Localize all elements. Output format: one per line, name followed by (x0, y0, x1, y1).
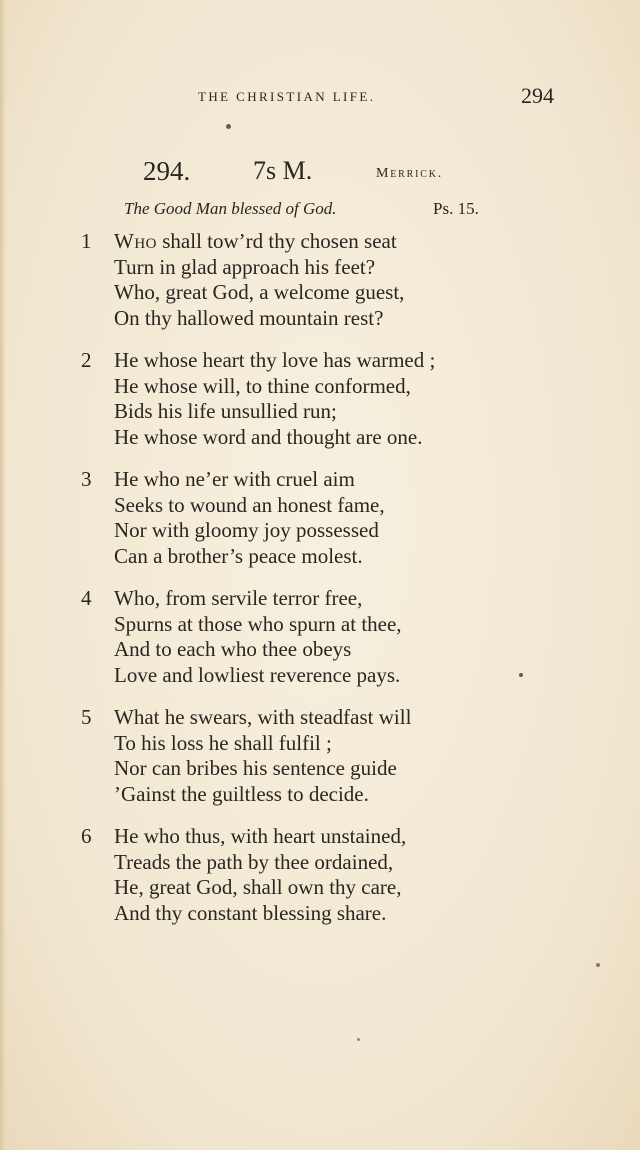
stanza-number: 4 (81, 586, 92, 610)
verse-line (114, 229, 404, 255)
ink-speck (596, 963, 600, 967)
stanza-lines (114, 586, 402, 688)
stanza-number: 3 (81, 467, 92, 491)
hymn-number: 294. (143, 156, 191, 186)
scripture-reference: Ps. 15. (433, 199, 479, 218)
hymn-subtitle: The Good Man blessed of God. (124, 199, 337, 218)
verse-line: And thy constant blessing share. (114, 900, 387, 925)
ink-speck (226, 124, 231, 129)
first-word: Who (114, 229, 157, 253)
stanza-lines (114, 229, 404, 331)
stanza-number: 1 (81, 229, 92, 253)
verse-line: What he swears, with steadfast will (114, 705, 412, 729)
verse-line: Love and lowliest reverence pays. (114, 662, 401, 687)
stanza-number: 2 (81, 348, 92, 372)
verse-line: And to each who thee obeys (114, 637, 352, 661)
verse-line: Bids his life unsullied run; (114, 399, 337, 423)
verse-line: He whose will, to thine conformed, (114, 373, 411, 398)
stanza-number: 6 (81, 824, 92, 848)
verse-line: He who ne’er with cruel aim (114, 467, 355, 491)
verse-line: Treads the path by thee ordained, (114, 849, 394, 874)
verse-line: He whose word and thought are one. (114, 424, 423, 449)
stanza-number: 5 (81, 705, 92, 729)
tune-name: Merrick. (376, 166, 444, 181)
ink-speck (519, 673, 523, 677)
verse-line: To his loss he shall fulfil ; (114, 730, 332, 755)
verse-line: Seeks to wound an honest fame, (114, 492, 385, 517)
verse-line: Who, from servile terror free, (114, 586, 363, 610)
verse-line: Nor with gloomy joy possessed (114, 518, 379, 542)
hymn-meter: 7s M. (253, 156, 313, 185)
page-edge-shadow (0, 0, 6, 1150)
verse-line: He whose heart thy love has warmed ; (114, 348, 436, 372)
verse-line: He who thus, with heart unstained, (114, 824, 407, 848)
stanza-lines (114, 705, 411, 807)
verse-line: On thy hallowed mountain rest? (114, 305, 384, 330)
verse-line: He, great God, shall own thy care, (114, 875, 402, 899)
page-number: 294 (521, 83, 554, 108)
verse-line: Who, great God, a welcome guest, (114, 280, 405, 304)
verse-line: Turn in glad approach his feet? (114, 254, 376, 279)
running-title: THE CHRISTIAN LIFE. (198, 89, 376, 104)
verse-line: Nor can bribes his sentence guide (114, 756, 397, 780)
ink-speck (357, 1038, 360, 1041)
verse-line-rest: shall tow’rd thy chosen seat (157, 229, 397, 253)
stanza-lines (114, 467, 385, 569)
stanza-lines (114, 348, 435, 450)
verse-line: Spurns at those who spurn at thee, (114, 611, 402, 636)
stanza-lines (114, 824, 406, 926)
verse-line: Can a brother’s peace molest. (114, 543, 363, 568)
verse-line: ’Gainst the guiltless to decide. (114, 781, 369, 806)
